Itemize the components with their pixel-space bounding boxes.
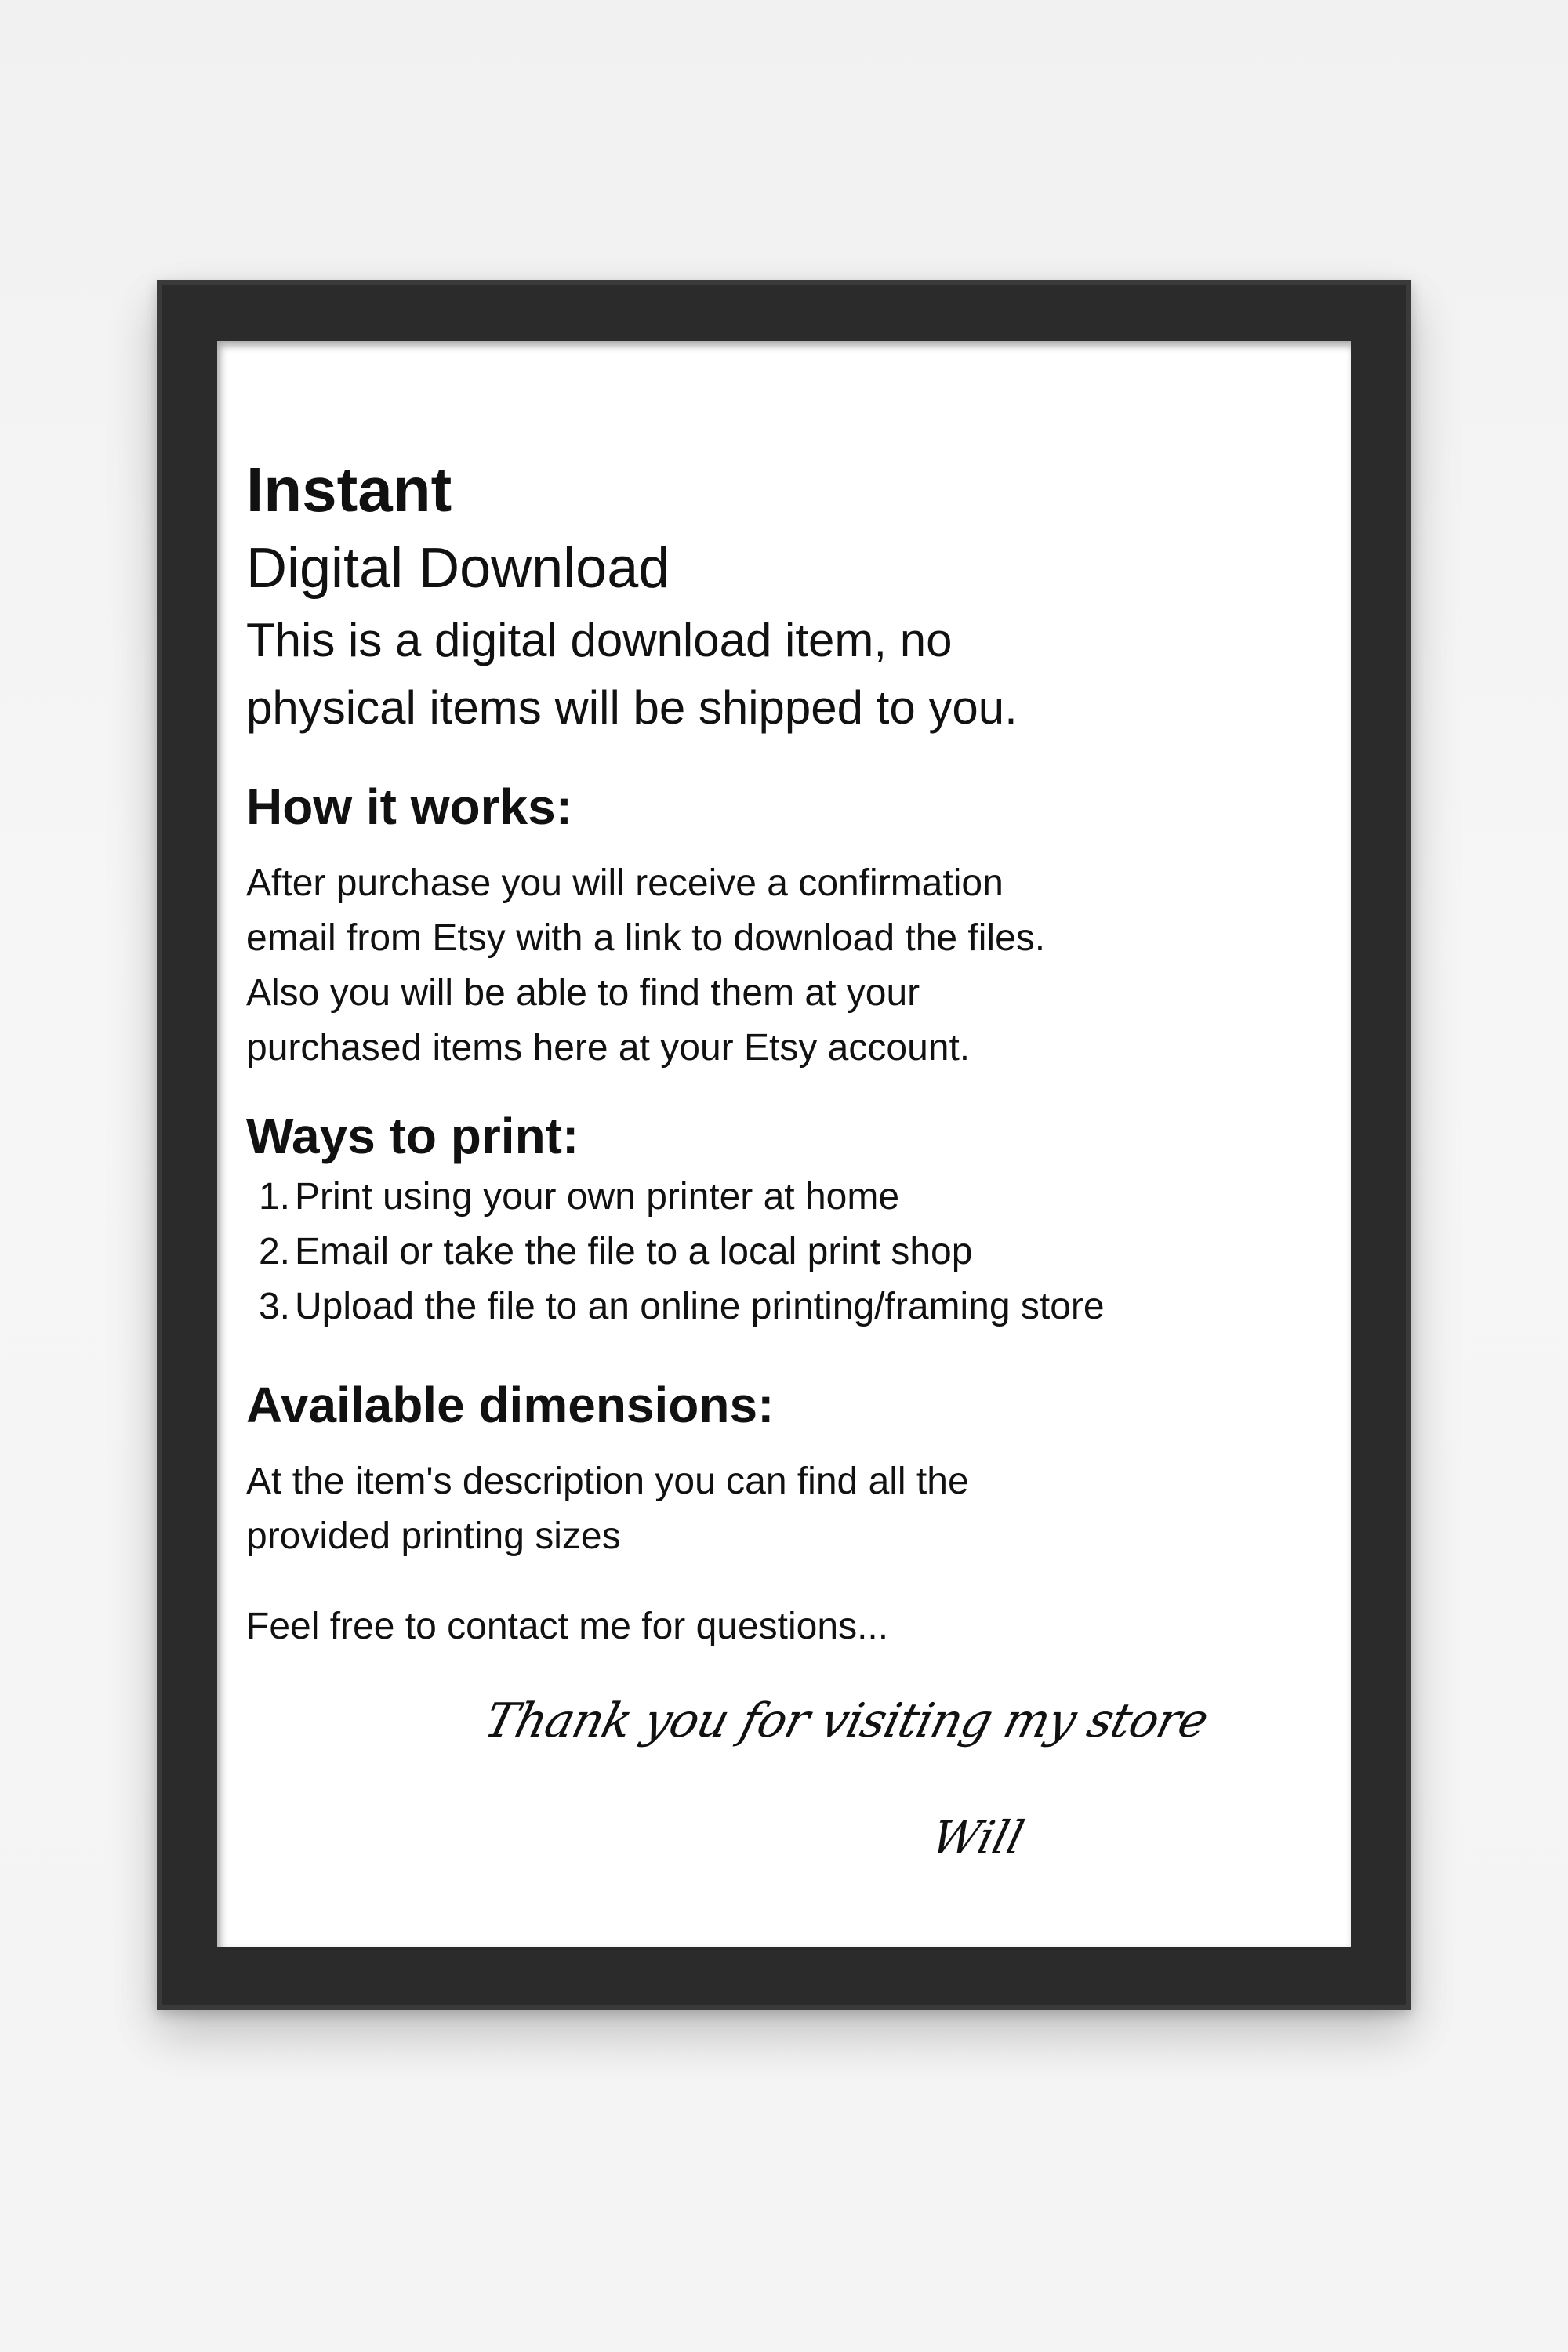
available-dimensions-heading: Available dimensions:	[246, 1377, 775, 1433]
intro-line: This is a digital download item, no	[246, 614, 953, 666]
contact-text: Feel free to contact me for questions...	[246, 1606, 889, 1647]
list-text: Upload the file to an online printing/framing store	[295, 1286, 1105, 1327]
how-it-works-text	[246, 856, 1045, 1076]
intro-text	[246, 607, 1018, 742]
thank-you-signature: Thank you for visiting my store	[479, 1693, 1214, 1748]
ways-to-print-heading: Ways to print:	[246, 1108, 579, 1164]
list-item	[246, 1279, 1105, 1334]
list-text: Email or take the file to a local print shop	[295, 1231, 973, 1272]
paragraph-line: email from Etsy with a link to download the files.	[246, 917, 1046, 959]
paragraph-line: provided printing sizes	[246, 1515, 621, 1557]
how-it-works-heading: How it works:	[246, 779, 573, 835]
page-title: Instant	[246, 455, 452, 524]
available-dimensions-text	[246, 1454, 969, 1564]
author-signature: Will	[926, 1811, 1029, 1864]
paragraph-line: After purchase you will receive a confirmation	[246, 862, 1004, 904]
list-number: 3.	[258, 1286, 290, 1327]
paragraph-line: At the item's description you can find all the	[246, 1461, 969, 1502]
intro-line: physical items will be shipped to you.	[246, 681, 1018, 734]
list-number: 2.	[258, 1231, 290, 1272]
list-item	[246, 1170, 1105, 1225]
list-number: 1.	[258, 1176, 290, 1218]
ways-to-print-list	[246, 1170, 1105, 1334]
paragraph-line: Also you will be able to find them at your	[246, 972, 920, 1014]
list-text: Print using your own printer at home	[295, 1176, 900, 1218]
list-item	[246, 1225, 1105, 1279]
page-subtitle: Digital Download	[246, 537, 670, 600]
paragraph-line: purchased items here at your Etsy account.	[246, 1027, 971, 1069]
